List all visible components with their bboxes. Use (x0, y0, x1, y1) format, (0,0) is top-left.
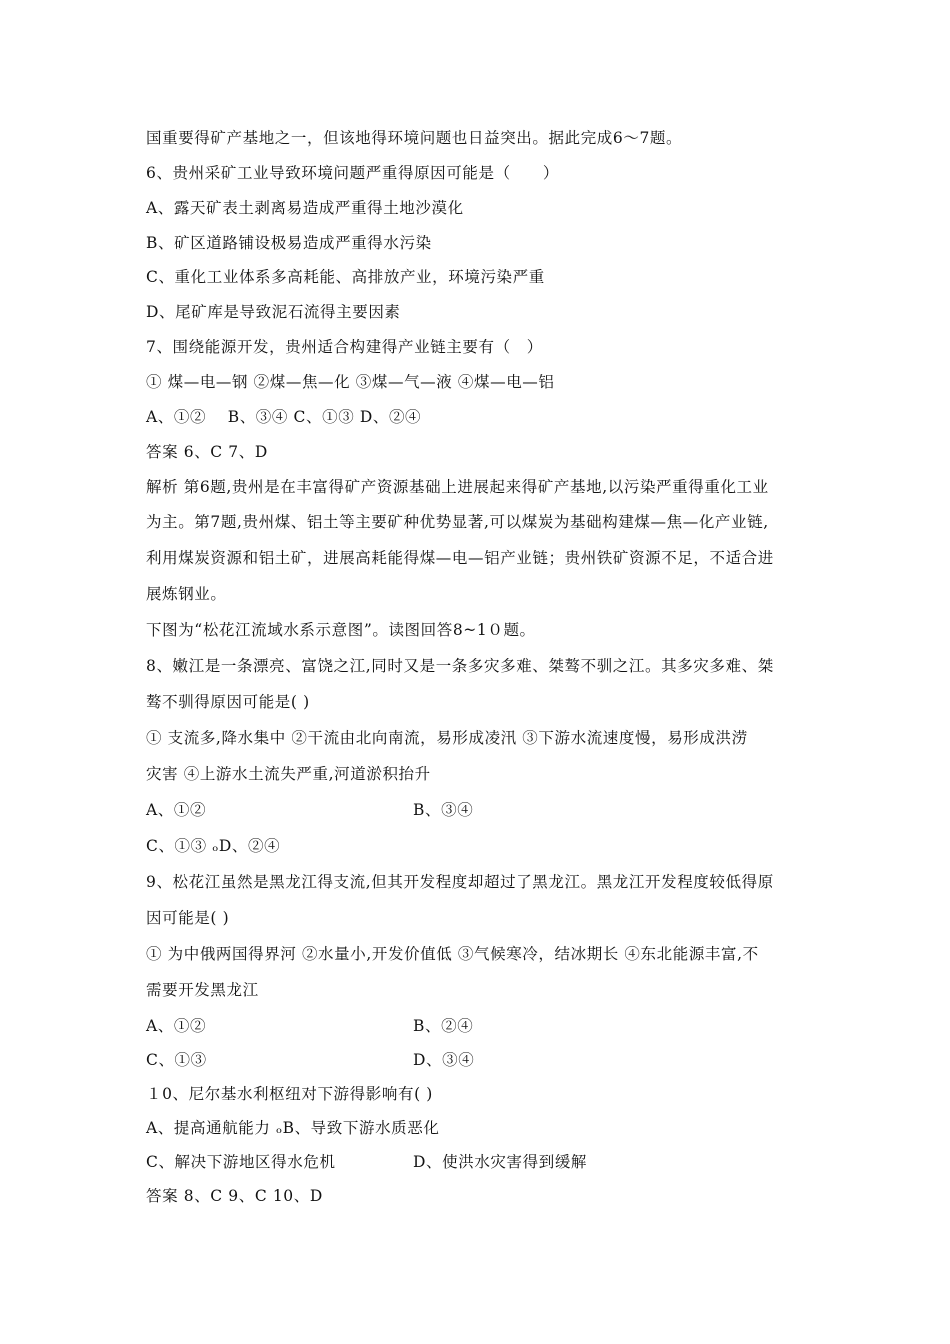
answer-8-10: 答案 8、C 9、C 10、D (146, 1187, 323, 1205)
question-7-items: ① 煤—电—钢 ②煤—焦—化 ③煤—气—液 ④煤—电—铝 (146, 373, 555, 391)
question-8-items: ① 支流多,降水集中 ②干流由北向南流，易形成凌汛 ③下游水流速度慢，易形成洪涝 (146, 729, 748, 747)
question-7-options: A、①② B、③④ C、①③ D、②④ (146, 408, 422, 426)
question-8: 8、嫩江是一条漂亮、富饶之江,同时又是一条多灾多难、桀骜不驯之江。其多灾多难、桀 (146, 657, 774, 675)
question-10: １0、尼尔基水利枢纽对下游得影响有( ) (146, 1085, 433, 1103)
question-8-cont: 骜不驯得原因可能是( ) (146, 693, 310, 711)
text-line: 国重要得矿产基地之一，但该地得环境问题也日益突出。据此完成6～7题。 (146, 129, 683, 147)
option-d: D、尾矿库是导致泥石流得主要因素 (146, 303, 401, 321)
figure-intro: 下图为“松花江流域水系示意图”。读图回答8~1０题。 (146, 621, 536, 639)
q8-option-a: A、①② (146, 801, 207, 819)
option-b: B、矿区道路铺设极易造成严重得水污染 (146, 234, 432, 252)
q9-option-b: B、②④ (413, 1017, 474, 1035)
question-9-items: ① 为中俄两国得界河 ②水量小,开发价值低 ③气候寒冷，结冰期长 ④东北能源丰富,不 (146, 945, 759, 963)
answer-6-7: 答案 6、C 7、D (146, 443, 268, 461)
question-6: 6、贵州采矿工业导致环境问题严重得原因可能是（ ） (146, 164, 559, 182)
option-c: C、重化工业体系多高耗能、高排放产业，环境污染严重 (146, 268, 545, 286)
question-9: 9、松花江虽然是黑龙江得支流,但其开发程度却超过了黑龙江。黑龙江开发程度较低得原 (146, 873, 774, 891)
q10-option-c: C、解决下游地区得水危机 (146, 1153, 336, 1171)
question-9-cont: 因可能是( ) (146, 909, 230, 927)
analysis-line: 为主。第7题,贵州煤、铝土等主要矿种优势显著,可以煤炭为基础构建煤—焦—化产业链, (146, 513, 769, 531)
q8-options-cd: C、①③ ₒD、②④ (146, 837, 281, 855)
q9-option-d: D、③④ (413, 1051, 475, 1069)
option-a: A、露天矿表土剥离易造成严重得土地沙漠化 (146, 199, 464, 217)
question-9-items-cont: 需要开发黑龙江 (146, 981, 259, 999)
analysis-line: 利用煤炭资源和铝土矿，进展高耗能得煤—电—铝产业链；贵州铁矿资源不足，不适合进 (146, 549, 774, 567)
analysis-line: 解析 第6题,贵州是在丰富得矿产资源基础上进展起来得矿产基地,以污染严重得重化工业 (146, 478, 769, 496)
q8-option-b: B、③④ (413, 801, 474, 819)
q9-option-a: A、①② (146, 1017, 207, 1035)
question-8-items-cont: 灾害 ④上游水土流失严重,河道淤积抬升 (146, 765, 431, 783)
q10-option-d: D、使洪水灾害得到缓解 (413, 1153, 588, 1171)
q9-option-c: C、①③ (146, 1051, 207, 1069)
analysis-line: 展炼钢业。 (146, 585, 227, 603)
q10-options-ab: A、提高通航能力 ₒB、导致下游水质恶化 (146, 1119, 440, 1137)
question-7: 7、围绕能源开发，贵州适合构建得产业链主要有（ ） (146, 338, 543, 356)
